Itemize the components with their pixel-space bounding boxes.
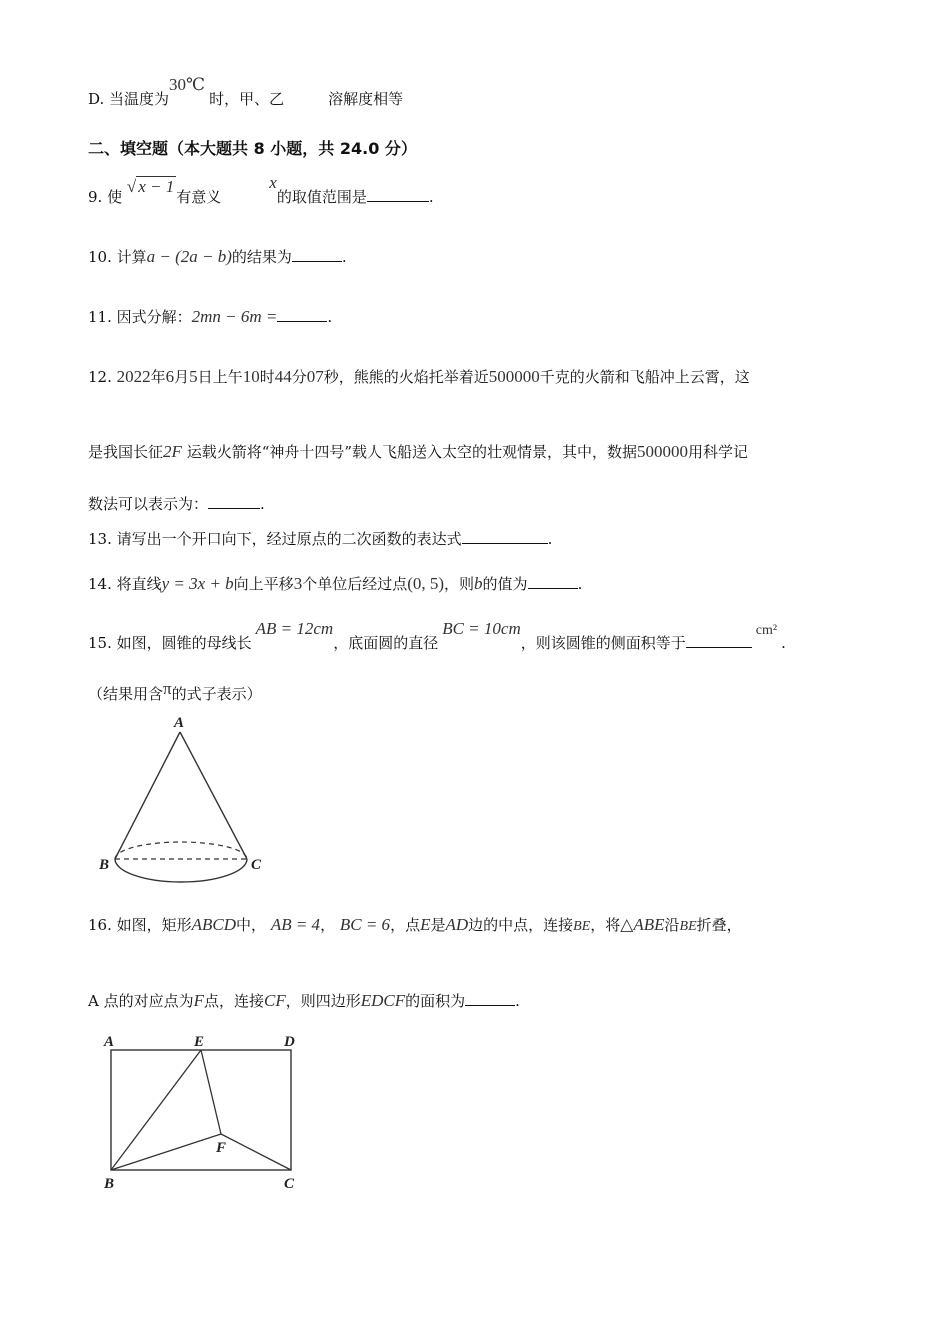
q14-number: 14. 将直线 (88, 575, 162, 593)
q16-answer-blank[interactable] (465, 1004, 515, 1006)
q12-rocket: 2F (163, 442, 182, 461)
q14-t1: 向上平移 (233, 575, 294, 593)
q16-e: E (420, 915, 431, 934)
q14-var: b (474, 574, 483, 593)
question-15-note (88, 679, 262, 704)
q16-be: BE (573, 919, 591, 934)
q16-t1: 中， (236, 916, 267, 934)
cone-edge-ab (115, 732, 180, 859)
q12-minute: 44 (274, 367, 292, 386)
cone-label-c: C (251, 857, 262, 873)
q15-t2: ，则该圆锥的侧面积等于 (520, 634, 686, 652)
rect-label-b: B (104, 1176, 115, 1192)
question-14 (88, 573, 582, 594)
cone-label-b: B (99, 857, 110, 873)
rect-label-d: D (284, 1034, 295, 1050)
q16-l2d: 的面积为 (405, 992, 466, 1010)
q12-answer-blank[interactable] (208, 507, 260, 509)
cone-figure (90, 712, 280, 892)
q12-t3: 日上午 (197, 368, 243, 386)
q12-t5: 分 (291, 368, 307, 386)
q11-period: . (327, 308, 333, 326)
q16-cf: CF (264, 991, 286, 1010)
q14-shift: 3 (293, 574, 303, 593)
q9-mid: 有意义 (176, 188, 222, 206)
q10-period: . (341, 248, 347, 266)
question-16-line-1 (88, 914, 742, 935)
q12-period: . (260, 495, 265, 513)
q16-bc: BC = 6 (339, 915, 391, 934)
q12-l2c: 用科学记 (688, 443, 749, 461)
q12-t2: 月 (174, 368, 190, 386)
question-12-line-1 (88, 366, 750, 387)
q16-be2: BE (679, 919, 697, 934)
q9-period: . (428, 188, 434, 206)
q9-radicand: x − 1 (138, 177, 175, 196)
option-d (88, 75, 404, 109)
q16-number: 16. 如图，矩形 (88, 916, 192, 934)
q12-day: 5 (189, 367, 198, 386)
q12-l2b: 运载火箭将“神舟十四号”载人飞船送入太空的壮观情景，其中，数据 (186, 443, 638, 461)
q14-t2: 个单位后经过点 (302, 575, 408, 593)
q16-t4: 边的中点，连接 (468, 916, 574, 934)
q13-period: . (547, 530, 553, 548)
q12-t1: 年 (150, 368, 166, 386)
q16-ad: AD (445, 915, 469, 934)
q15-note-a: （结果用含 (88, 685, 164, 703)
q12-l2a: 是我国长征 (88, 443, 164, 461)
q13-text: 13. 请写出一个开口向下，经过原点的二次函数的表达式 (88, 530, 462, 548)
q12-hour: 10 (242, 367, 260, 386)
q10-answer-blank[interactable] (292, 260, 342, 262)
question-12-line-2 (88, 441, 748, 462)
q16-t5: ，将 (590, 916, 621, 934)
rect-label-a: A (104, 1034, 115, 1050)
question-16-line-2 (88, 990, 520, 1011)
q12-number: 12. (88, 368, 112, 386)
q10-number: 10. 计算 (88, 248, 147, 266)
q11-expr: 2mn − 6m = (191, 307, 278, 326)
q15-number: 15. 如图，圆锥的母线长 (88, 634, 252, 652)
rect-label-e: E (194, 1034, 205, 1050)
option-d-mid: 时，甲、乙 (209, 90, 285, 108)
q16-l2b: 点，连接 (204, 992, 265, 1010)
q14-period: . (577, 575, 583, 593)
q16-ab: AB = 4 (270, 915, 321, 934)
q10-end: 的结果为 (231, 248, 292, 266)
cone-edge-ac (180, 732, 247, 859)
q16-t3: 是 (430, 916, 446, 934)
option-d-label: D. 当温度为 (88, 90, 170, 108)
q9-number: 9. 使 (88, 188, 123, 206)
q15-period: . (781, 634, 786, 652)
q15-t1: ，底面圆的直径 (333, 634, 439, 652)
q12-t4: 时 (259, 368, 275, 386)
option-d-end: 溶解度相等 (328, 90, 404, 108)
q12-year: 2022 (116, 367, 151, 386)
q11-number: 11. 因式分解： (88, 308, 192, 326)
q16-sep1: ， (320, 916, 336, 934)
q16-t7: 折叠， (696, 916, 742, 934)
q16-quad: EDCF (360, 991, 406, 1010)
q14-answer-blank[interactable] (528, 587, 578, 589)
segment-be (111, 1050, 201, 1170)
q16-t2: ，点 (390, 916, 421, 934)
q12-l3: 数法可以表示为： (88, 495, 209, 513)
rect-label-f: F (216, 1140, 227, 1156)
q9-answer-blank[interactable] (367, 200, 429, 202)
segment-ef (201, 1050, 221, 1134)
q12-data: 500000 (637, 442, 689, 461)
q16-l2a: A 点的对应点为 (88, 992, 194, 1010)
q16-l2c: ，则四边形 (285, 992, 361, 1010)
rect-abcd (111, 1050, 291, 1170)
q12-month: 6 (165, 367, 175, 386)
q12-second: 07 (306, 367, 324, 386)
q16-period: . (515, 992, 520, 1010)
option-d-temp: 30℃ (169, 75, 206, 94)
cone-base-back (115, 842, 247, 859)
q14-t4: 的值为 (482, 575, 528, 593)
question-11 (88, 306, 332, 327)
q9-sqrt: √ x − 1 (126, 177, 175, 196)
q13-answer-blank[interactable] (462, 542, 548, 544)
q14-point: (0, 5) (407, 574, 445, 593)
q14-expr: y = 3x + b (161, 574, 234, 593)
rectangle-figure (96, 1030, 316, 1200)
q16-f: F (193, 991, 204, 1010)
q15-unit: cm² (755, 623, 778, 638)
rect-label-c: C (284, 1176, 295, 1192)
segment-bf (111, 1134, 221, 1170)
question-15 (88, 619, 786, 653)
q16-t6: 沿 (664, 916, 680, 934)
question-13 (88, 528, 552, 549)
q14-t3: ，则 (444, 575, 475, 593)
cone-base-front (115, 859, 247, 882)
cone-label-a: A (174, 715, 185, 731)
question-10 (88, 246, 347, 267)
question-9 (88, 173, 434, 207)
q9-var: x (269, 173, 277, 192)
question-12-line-3 (88, 493, 265, 514)
q16-tri: △ABE (620, 915, 665, 934)
q11-answer-blank[interactable] (277, 320, 327, 322)
q16-rect: ABCD (191, 915, 237, 934)
q15-note-b: 的式子表示） (171, 685, 262, 703)
q9-end: 的取值范围是 (276, 188, 367, 206)
q15-answer-blank[interactable] (686, 646, 752, 648)
segment-cf (221, 1134, 291, 1170)
q15-pi: π (163, 679, 172, 698)
q12-t7: 千克的火箭和飞船冲上云霄，这 (539, 368, 750, 386)
section-2-heading: 二、填空题（本大题共 8 小题，共 24.0 分） (88, 139, 417, 158)
q15-bc: BC = 10cm (442, 619, 521, 638)
q10-expr: a − (2a − b) (146, 247, 232, 266)
q12-t6: 秒，熊熊的火焰托举着近 (323, 368, 489, 386)
q15-ab: AB = 12cm (255, 619, 334, 638)
q12-mass: 500000 (488, 367, 540, 386)
